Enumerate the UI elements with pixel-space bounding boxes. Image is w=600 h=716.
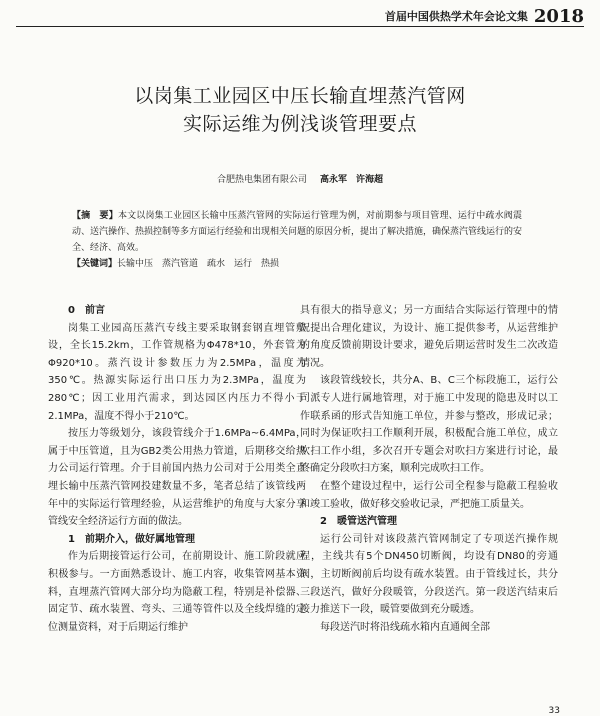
body-paragraph: 按压力等级划分，该段管线介于1.6MPa~6.4MPa，属于中压管道，且为GB2类公用热力管道，后期移交给热力公司运行管理。介于目前国内热力公司对于公用类全直埋长输中压蒸汽管网投建数量不多，笔者总结了该管线两年中的实际运行管理经验，从运营维护的角度与大家分享管线安全经济运行方面的做法。: [48, 428, 306, 528]
abstract-label: 【摘 要】: [72, 211, 118, 221]
body-paragraph: 运行公司针对该段蒸汽管网制定了专项送汽操作规程，主线共有5个DN450切断阀，均设有DN80的旁通阀，主切断阀前后均设有疏水装置。由于管线过长，共分三段送汽，做好分段暖管，分段送汽。第一段送汽结束后接力推送下一段，暖管要做到充分暖透。: [300, 533, 558, 616]
abstract-text: 本文以岗集工业园区长输中压蒸汽管网的实际运行管理为例，对前期参与项目管理、运行中疏水阀震动、送汽操作、热损控制等多方面运行经验和出现相关问题的原因分析，提出了解决措施，确保蒸汽管线运行的安全、经济、高效。: [72, 211, 523, 253]
keywords-paragraph: [72, 256, 522, 272]
body-paragraph: 作为后期接管运行公司，在前期设计、施工阶段就应积极参与。一方面熟悉设计、施工内容，收集管网基本资料，直埋蒸汽管网大部分均为隐蔽工程，特别是补偿器、固定节、疏水装置、弯头、三通等管件以及全线焊缝的定位测量资料，对于后期运行维护: [48, 551, 306, 633]
section-heading-1: 1 前期介入，做好属地管理: [68, 533, 195, 545]
abstract-paragraph: [72, 208, 522, 256]
page-number: 33: [548, 706, 560, 716]
left-column: [48, 302, 306, 636]
body-paragraph: 具有很大的指导意义；另一方面结合实际运行管理中的情况提出合理化建议，为设计、施工提供参考，从运营维护的角度反馈前期设计要求，避免后期运营时发生二次改造情况。: [300, 305, 558, 369]
affiliation: 合肥热电集团有限公司: [217, 175, 308, 185]
right-column: [300, 302, 558, 636]
title-line-1: 以岗集工业园区中压长输直埋蒸汽管网: [134, 85, 466, 107]
running-header: [16, 6, 584, 27]
title-line-2: 实际运维为例浅谈管理要点: [182, 113, 417, 135]
proceedings-year: 2018: [533, 6, 584, 27]
body-paragraph: 该段管线较长，共分A、B、C三个标段施工，运行公司派专人进行属地管理，对于施工中发现的隐患及时以工作联系函的形式告知施工单位，并参与整改，形成记录；同时为保证吹扫工作顺利开展，积极配合施工单位，成立吹扫工作小组，多次召开专题会对吹扫方案进行讨论，最终确定分段吹扫方案，顺利完成吹扫工作。: [300, 375, 558, 475]
section-heading-2: 2 暖管送汽管理: [320, 516, 397, 528]
keywords-text: 长输中压 蒸汽管道 疏水 运行 热损: [117, 259, 280, 269]
author-names: 高永军 许海超: [319, 175, 383, 185]
abstract-block: [72, 208, 522, 272]
body-paragraph: 每段送汽时将沿线疏水箱内直通阀全部: [320, 621, 490, 633]
paper-title: [0, 82, 600, 138]
body-paragraph: 岗集工业园高压蒸汽专线主要采取钢套钢直埋管敷设，全长15.2km，工作管规格为Φ478*10，外套管为Φ920*10。蒸汽设计参数压力为2.5MPa，温度为350℃。热源实际运行出口压力为2.3MPa，温度为280℃；因工业用汽需求，到达园区内压力不得小于2.1MPa，温度不得小于210℃。: [48, 322, 306, 422]
keywords-label: 【关键词】: [72, 259, 118, 269]
author-line: [0, 172, 600, 185]
section-heading-0: 0 前言: [68, 305, 105, 316]
proceedings-title: 首届中国供热学术年会论文集: [384, 10, 528, 23]
body-paragraph: 在整个建设过程中，运行公司全程参与隐蔽工程验收和竣工验收，做好移交验收记录，严把施工质量关。: [300, 480, 558, 510]
